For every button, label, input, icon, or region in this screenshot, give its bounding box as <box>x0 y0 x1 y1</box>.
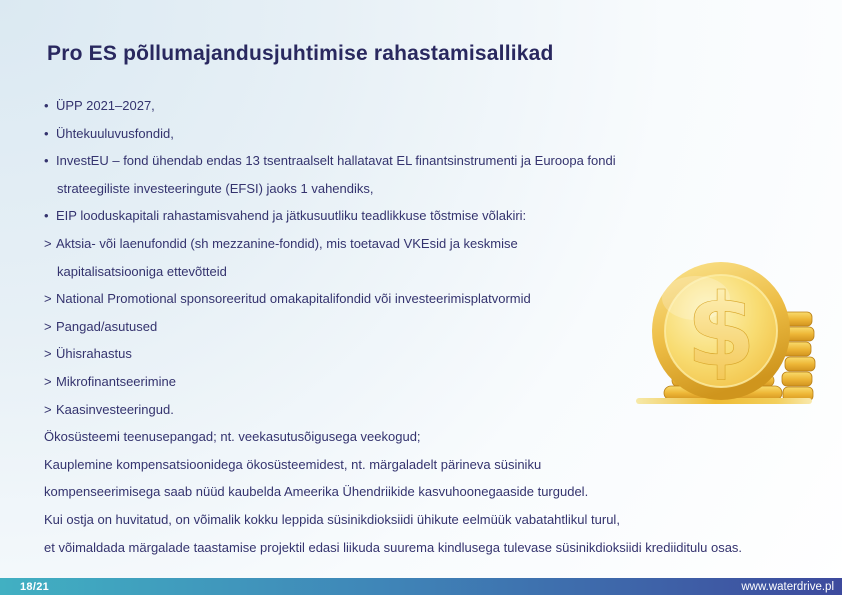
list-marker: > <box>44 291 52 307</box>
list-marker: • <box>44 125 49 141</box>
list-item <box>44 202 742 230</box>
list-text: EIP looduskapitali rahastamisvahend ja jätkusuutliku teadlikkuse tõstmise võlakiri: <box>56 208 527 224</box>
list-item <box>44 451 742 479</box>
list-marker: • <box>44 153 49 169</box>
list-item <box>44 120 742 148</box>
list-text: Mikrofinantseerimine <box>56 373 176 389</box>
list-text: Aktsia- või laenufondid (sh mezzanine-fondid), mis toetavad VKEsid ja keskmise <box>56 235 518 251</box>
list-item <box>44 175 742 203</box>
list-text: Kauplemine kompensatsioonidega ökosüsteemidest, nt. märgaladelt pärineva süsiniku <box>44 456 542 472</box>
list-text: Ökosüsteemi teenusepangad; nt. veekasutusõigusega veekogud; <box>44 429 421 445</box>
list-marker: > <box>44 346 52 362</box>
page-number: 18/21 <box>20 580 50 593</box>
list-text: Kui ostja on huvitatud, on võimalik kokku leppida süsinikdioksiidi ühikute eelmüük vabatahtlikul turul, <box>44 511 620 527</box>
list-marker: • <box>44 98 49 113</box>
list-marker: • <box>44 208 49 224</box>
list-marker: > <box>44 373 52 389</box>
list-text: National Promotional sponsoreeritud omakapitalifondid või investeerimisplatvormid <box>56 291 531 307</box>
list-item <box>44 147 742 175</box>
list-text: InvestEU – fond ühendab endas 13 tsentraalselt hallatavat EL finantsinstrumenti ja Euroopa fondi <box>56 153 616 169</box>
list-item <box>44 230 742 258</box>
list-item <box>44 478 742 506</box>
list-text: ÜPP 2021–2027, <box>56 98 155 113</box>
list-item <box>44 534 742 562</box>
list-marker: > <box>44 318 52 334</box>
list-marker: > <box>44 235 52 251</box>
big-coin <box>652 262 790 400</box>
list-text: et võimaldada märgalade taastamise projektil edasi liikuda suurema kindlusega tulevase süsinikdioksiidi krediiditulu osas. <box>44 539 743 555</box>
list-text: kapitalisatsiooniga ettevõtteid <box>57 263 227 279</box>
dollar-coin-icon <box>636 258 816 410</box>
footer-bar <box>0 578 842 595</box>
dollar-sign: $ <box>686 272 756 389</box>
list-item <box>44 92 742 120</box>
list-text: Kaasinvesteeringud. <box>56 401 174 417</box>
list-text: kompenseerimisega saab nüüd kaubelda Ameerika Ühendriikide kasvuhoonegaaside turgudel. <box>44 484 589 500</box>
footer-website: www.waterdrive.pl <box>741 580 834 593</box>
list-text: Pangad/asutused <box>56 318 158 334</box>
list-text: strateegiliste investeeringute (EFSI) jaoks 1 vahendiks, <box>57 180 374 196</box>
list-marker: > <box>44 401 52 417</box>
page-title: Pro ES põllumajandusjuhtimise rahastamisallikad <box>47 42 554 65</box>
list-item <box>44 506 742 534</box>
list-text: Ühisrahastus <box>56 346 132 362</box>
list-text: Ühtekuuluvusfondid, <box>56 125 174 141</box>
dollar-coin-illustration <box>636 258 816 410</box>
list-item <box>44 423 742 451</box>
